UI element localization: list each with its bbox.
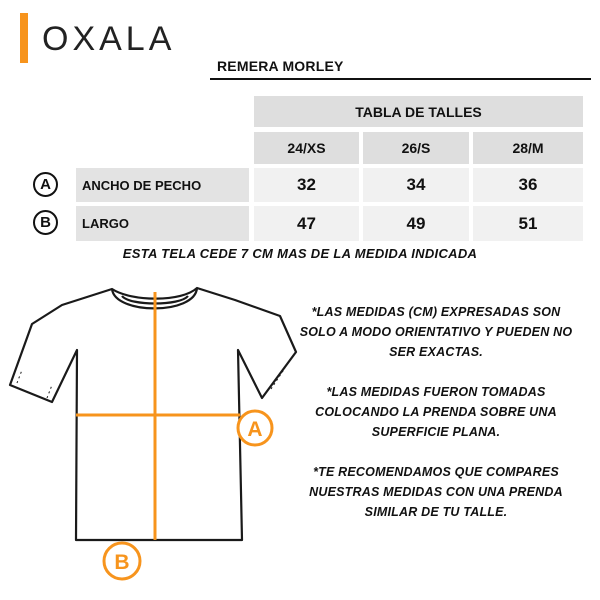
note-flat-surface: *LAS MEDIDAS FUERON TOMADAS COLOCANDO LA PRENDA SOBRE UNA SUPERFICIE PLANA. [315, 385, 557, 439]
table-cell-value: 51 [473, 206, 583, 241]
tshirt-measurement-diagram [0, 270, 300, 600]
table-cell-value: 49 [363, 206, 469, 241]
table-cell-value: 32 [254, 168, 359, 202]
product-title: REMERA MORLEY [217, 58, 344, 74]
note-compare: *TE RECOMENDAMOS QUE COMPARES NUESTRAS MEDIDAS CON UNA PRENDA SIMILAR DE TU TALLE. [309, 465, 563, 519]
size-column-header: 26/S [363, 132, 469, 164]
table-cell-value: 36 [473, 168, 583, 202]
size-table-title: TABLA DE TALLES [254, 96, 583, 127]
note-orientative: *LAS MEDIDAS (CM) EXPRESADAS SON SOLO A MODO ORIENTATIVO Y PUEDEN NO SER EXACTAS. [299, 305, 573, 359]
brand-accent-bar [20, 13, 28, 63]
size-column-header: 24/XS [254, 132, 359, 164]
diagram-marker-b-label: B [114, 551, 130, 574]
marker-b-badge: B [33, 210, 58, 235]
fabric-stretch-note: ESTA TELA CEDE 7 CM MAS DE LA MEDIDA INDICADA [122, 246, 478, 261]
size-column-header: 28/M [473, 132, 583, 164]
table-cell-value: 34 [363, 168, 469, 202]
marker-a-badge: A [33, 172, 58, 197]
row-label-chest-width: ANCHO DE PECHO [76, 168, 249, 202]
measurement-notes [296, 302, 576, 542]
row-label-length: LARGO [76, 206, 249, 241]
diagram-marker-a-label: A [247, 418, 263, 441]
table-cell-value: 47 [254, 206, 359, 241]
brand-logo: OXALA [42, 20, 176, 58]
title-divider [210, 78, 591, 80]
